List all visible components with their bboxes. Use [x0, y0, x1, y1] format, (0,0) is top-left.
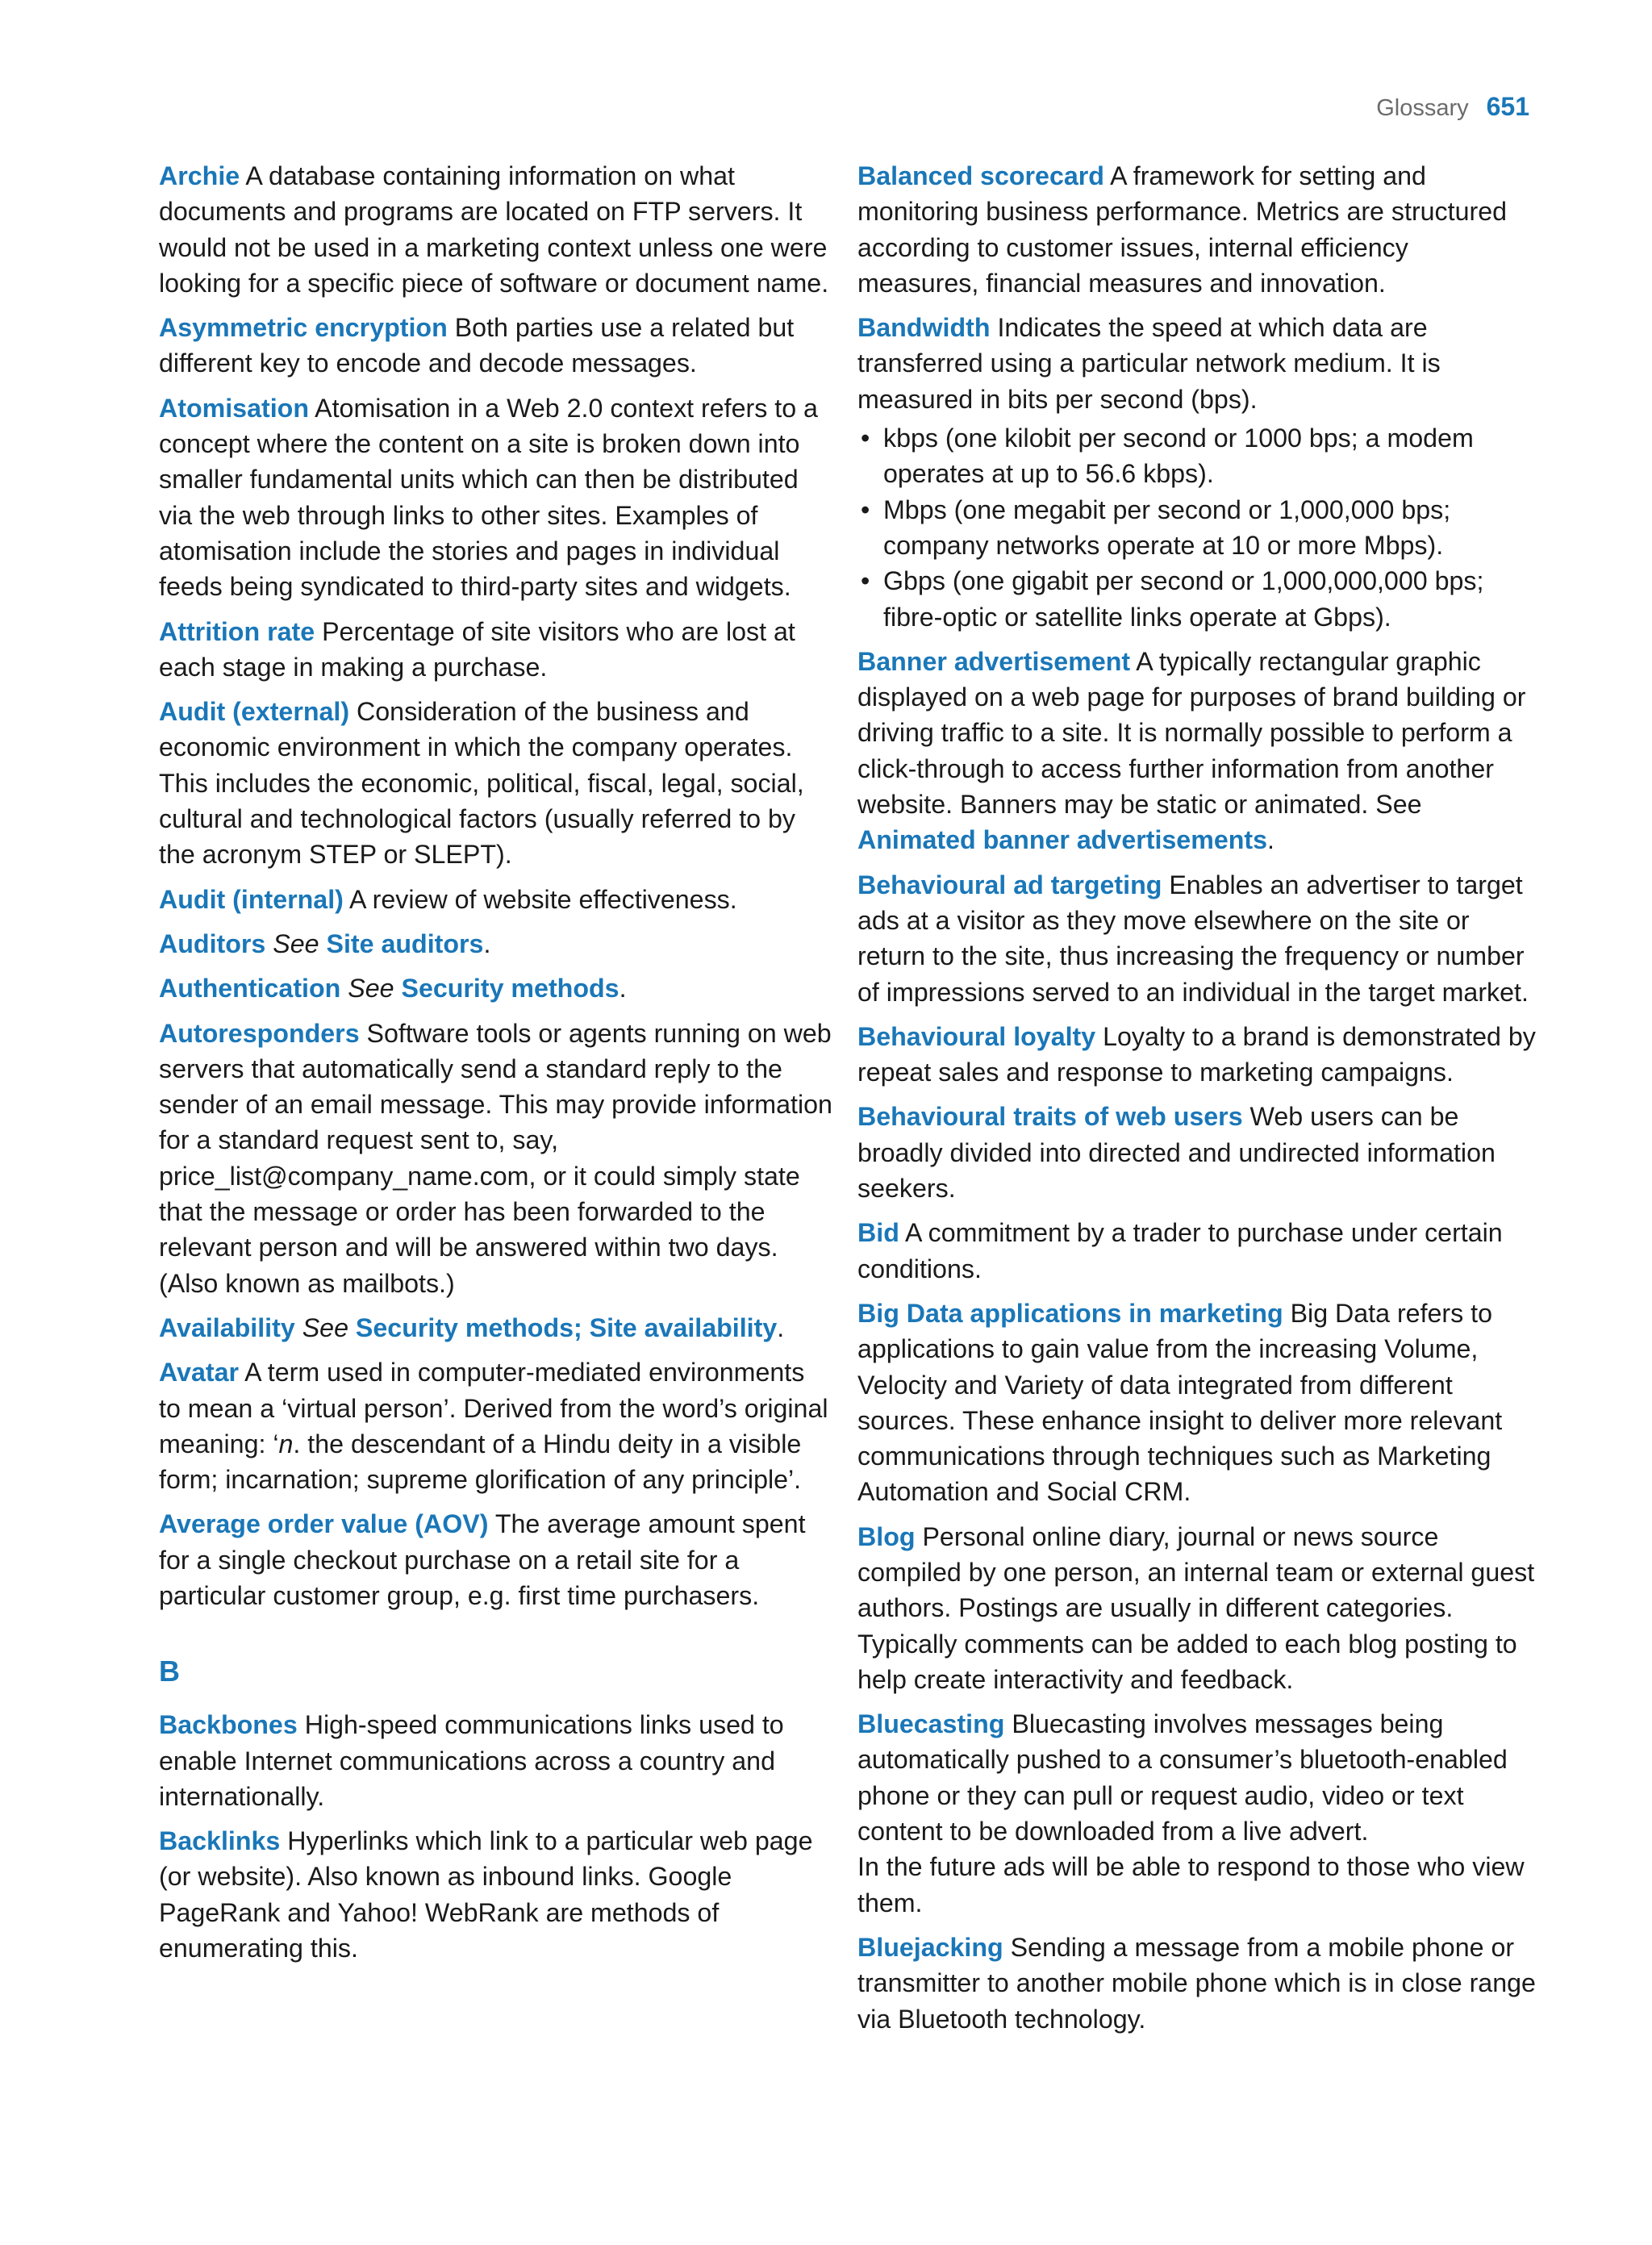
page-number: 651	[1486, 92, 1529, 121]
glossary-term: Blog	[857, 1521, 916, 1551]
glossary-term: Backlinks	[159, 1826, 281, 1856]
glossary-term: Attrition rate	[159, 616, 315, 646]
glossary-definition: Atomisation in a Web 2.0 context refers to a concept where the content on a site is broken down into smaller fundamental units which can then be distributed via the web through links to other sites. Examples of atomisation include the stories and pages in individual feeds being syndicated to third-party sites and widgets.	[159, 393, 818, 602]
glossary-definition: Big Data refers to applications to gain value from the increasing Volume, Velocity and Variety of data integrated from different sources. These enhance insight to deliver more relevant communications through techniques such as Marketing Automation and Social CRM.	[857, 1298, 1503, 1507]
see-label: See	[340, 974, 402, 1004]
see-label: See	[265, 928, 327, 958]
glossary-definition: Sending a message from a mobile phone or transmitter to another mobile phone which is in close range via Bluetooth technology.	[857, 1932, 1536, 2034]
glossary-term: Banner advertisement	[857, 646, 1131, 676]
glossary-term: Big Data applications in marketing	[857, 1298, 1283, 1328]
glossary-entry-behavioural-ad-targeting	[857, 867, 1537, 1010]
glossary-definition: Indicates the speed at which data are transferred using a particular network medium. It is measured in bits per second (bps).	[857, 313, 1441, 414]
glossary-entry-blog	[857, 1519, 1537, 1697]
glossary-term: Behavioural loyalty	[857, 1021, 1096, 1051]
glossary-term: Audit (external)	[159, 697, 350, 727]
glossary-term: Balanced scorecard	[857, 161, 1104, 190]
glossary-definition-continued: . the descendant of a Hindu deity in a visible form; incarnation; supreme glorification of any principle’.	[159, 1429, 802, 1495]
glossary-definition: A framework for setting and monitoring business performance. Metrics are structured according to customer issues, internal efficiency measures, financial measures and innovation.	[857, 161, 1508, 298]
glossary-term: Bid	[857, 1218, 899, 1248]
running-head-section: Glossary	[1376, 95, 1469, 121]
glossary-definition: Consideration of the business and economic environment in which the company operates. This includes the economic, political, fiscal, legal, social, cultural and technological factors (usually referred to by the acronym STEP or SLEPT).	[159, 697, 804, 870]
glossary-term: Bluejacking	[857, 1932, 1003, 1962]
glossary-definition: Percentage of site visitors who are lost at each stage in making a purchase.	[159, 616, 795, 682]
glossary-term: Archie	[159, 161, 240, 190]
glossary-definition: Personal online diary, journal or news source compiled by one person, an internal team or external guest authors. Postings are usually in different categories. Typically comments can be added to each blog posting to help create interactivity and feedback.	[857, 1521, 1535, 1694]
glossary-entry-autoresponders	[159, 1016, 833, 1301]
glossary-entry-balanced-scorecard	[857, 158, 1537, 301]
glossary-definition: Enables an advertiser to target ads at a visitor as they move elsewhere on the site or return to the site, thus increasing the frequency or number of impressions served to an individual in the target market.	[857, 870, 1529, 1007]
glossary-entry-auditors	[159, 926, 833, 962]
entry-end: .	[777, 1312, 785, 1342]
glossary-entry-big-data	[857, 1296, 1537, 1510]
see-label: See	[294, 1312, 356, 1342]
bullet-item: • Mbps (one megabit per second or 1,000,000 bps; company networks operate at 10 or more Mbps).	[857, 492, 1537, 564]
cross-reference-link[interactable]: Site auditors	[326, 928, 484, 958]
glossary-definition: High-speed communications links used to enable Internet communications across a country and internationally.	[159, 1710, 784, 1811]
glossary-term: Bluecasting	[857, 1709, 1005, 1739]
glossary-term: Atomisation	[159, 393, 309, 423]
left-column	[159, 158, 833, 1975]
glossary-term: Authentication	[159, 974, 341, 1004]
cross-reference-link[interactable]: Animated banner advertisements	[857, 825, 1268, 855]
glossary-term: Availability	[159, 1312, 295, 1342]
glossary-entry-availability	[159, 1310, 833, 1346]
glossary-entry-bandwidth	[857, 310, 1537, 417]
glossary-definition: Hyperlinks which link to a particular web page (or website). Also known as inbound links. Google PageRank and Yahoo! WebRank are methods of enumerating this.	[159, 1826, 813, 1963]
glossary-definition: Software tools or agents running on web servers that automatically send a standard reply to the sender of an email message. This may provide information for a standard request sent to, say, price_list@company_name.com, or it could simply state that the message or order has been forwarded to the relevant person and will be answered within two days. (Also known as mailbots.)	[159, 1018, 832, 1298]
entry-end: .	[1267, 825, 1274, 855]
cross-reference-link[interactable]: Security methods; Site availability	[355, 1312, 778, 1342]
glossary-term: Behavioural traits of web users	[857, 1102, 1243, 1132]
glossary-entry-aov	[159, 1506, 833, 1613]
glossary-entry-archie	[159, 158, 833, 301]
section-heading-letter: B	[159, 1655, 180, 1688]
entry-end: .	[483, 928, 491, 958]
cross-reference-link[interactable]: Security methods	[401, 974, 620, 1004]
glossary-entry-bluecasting	[857, 1706, 1537, 1921]
glossary-entry-backlinks	[159, 1823, 833, 1966]
bullet-item: • Gbps (one gigabit per second or 1,000,000,000 bps; fibre-optic or satellite links operate at Gbps).	[857, 563, 1537, 635]
glossary-entry-audit-external	[159, 694, 833, 872]
glossary-term: Auditors	[159, 928, 266, 958]
glossary-term: Bandwidth	[857, 313, 991, 343]
italic-abbreviation: n	[278, 1429, 294, 1458]
glossary-definition: Web users can be broadly divided into directed and undirected information seekers.	[857, 1102, 1496, 1204]
glossary-definition-continued: In the future ads will be able to respond to those who view them.	[857, 1852, 1525, 1917]
glossary-entry-atomisation	[159, 390, 833, 605]
glossary-definition: A term used in computer-mediated environments to mean a ‘virtual person’. Derived from the word’s original meaning: ‘	[159, 1358, 828, 1458]
glossary-term: Audit (internal)	[159, 884, 344, 914]
glossary-entry-bluejacking	[857, 1930, 1537, 2037]
glossary-term: Backbones	[159, 1710, 298, 1740]
glossary-term: Behavioural ad targeting	[857, 870, 1162, 899]
bullet-item: • kbps (one kilobit per second or 1000 bps; a modem operates at up to 56.6 kbps).	[857, 420, 1537, 492]
glossary-definition: A typically rectangular graphic displayed on a web page for purposes of brand building or driving traffic to a site. It is normally possible to perform a click-through to access further information from another website. Banners may be static or animated. See	[857, 646, 1526, 820]
glossary-entry-backbones	[159, 1707, 833, 1814]
glossary-definition: A review of website effectiveness.	[343, 884, 737, 914]
glossary-entry-authentication	[159, 970, 833, 1006]
glossary-definition: A commitment by a trader to purchase under certain conditions.	[857, 1218, 1503, 1283]
glossary-entry-avatar	[159, 1354, 833, 1497]
glossary-definition: A database containing information on what documents and programs are located on FTP servers. It would not be used in a marketing context unless one were looking for a specific piece of software or document name.	[159, 161, 829, 298]
glossary-entry-asymmetric-encryption	[159, 310, 833, 382]
glossary-term: Average order value (AOV)	[159, 1509, 489, 1539]
right-column	[857, 158, 1537, 2046]
glossary-definition: Bluecasting involves messages being automatically pushed to a consumer’s bluetooth-enabled phone or they can pull or request audio, video or text content to be downloaded from a live advert.	[857, 1709, 1508, 1846]
entry-end: .	[619, 974, 627, 1004]
glossary-entry-audit-internal	[159, 882, 833, 917]
glossary-entry-behavioural-traits	[857, 1099, 1537, 1206]
glossary-definition: The average amount spent for a single checkout purchase on a retail site for a particular customer group, e.g. first time purchasers.	[159, 1509, 806, 1610]
glossary-entry-attrition-rate	[159, 614, 833, 686]
running-head	[1376, 92, 1529, 122]
glossary-term: Autoresponders	[159, 1018, 360, 1048]
glossary-entry-behavioural-loyalty	[857, 1019, 1537, 1091]
glossary-entry-bid	[857, 1215, 1537, 1287]
glossary-term: Avatar	[159, 1358, 239, 1387]
glossary-definition: Both parties use a related but different key to encode and decode messages.	[159, 313, 795, 378]
glossary-term: Asymmetric encryption	[159, 313, 448, 343]
glossary-entry-banner-advertisement	[857, 644, 1537, 858]
bandwidth-bullet-list	[857, 420, 1537, 635]
glossary-definition: Loyalty to a brand is demonstrated by repeat sales and response to marketing campaigns.	[857, 1021, 1536, 1087]
